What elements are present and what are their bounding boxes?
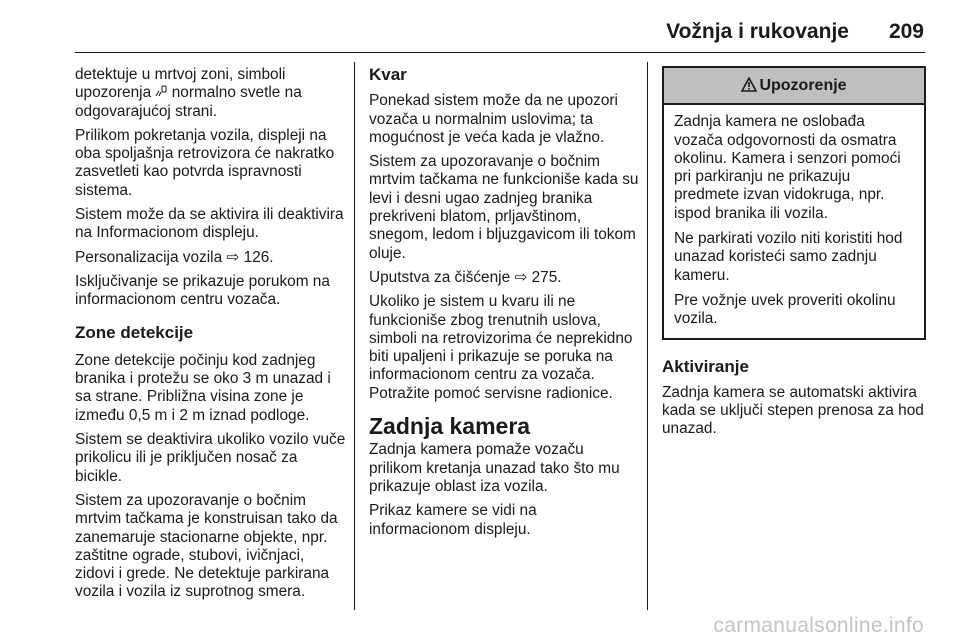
section-heading: Aktiviranje [662,356,749,376]
header-rule [75,52,925,53]
page-ref-arrow-icon[interactable]: ⇨ [514,268,528,286]
paragraph: Prilikom pokretanja vozila, displeji na oba spoljašnja retrovizora će nakratko zasvetleti kao potvrda ispravnosti sistema. [75,126,335,199]
paragraph: Prikaz kamere se vidi na informacionom displeju. [369,502,537,538]
paragraph: Personalizacija vozila ⇨ 126. [75,248,274,266]
paragraph: Zadnja kamera pomaže vozaču prilikom kretanja unazad tako što mu prikazuje oblast iza vozila. [369,441,620,495]
column-1 [75,66,347,608]
paragraph: Ne parkirati vozilo niti koristiti hod unazad koristeći samo zadnju kameru. [674,230,903,284]
column-divider-1 [354,62,355,610]
paragraph: Sistem za upozoravanje o bočnim mrtvim tačkama je konstruisan tako da zanemaruje stacionarne objekte, npr. zaštitne ograde, stubovi, ivičnjaci, zidovi i grede. Ne detektuje parkirana vozila i vozila iz suprotnog smera. [75,491,338,601]
warning-body [664,105,924,337]
chapter-heading: Zadnja kamera [369,413,531,440]
paragraph: Uputstva za čišćenje ⇨ 275. [369,268,562,286]
paragraph: Ukoliko je sistem u kvaru ili ne funkcioniše zbog trenutnih uslova, simboli na retrovizorima će neprekidno biti upaljeni i prikazuje se poruka na informacionom centru za vozača. Potražite pomoć servisne radionice. [369,293,633,402]
warning-box [662,66,926,340]
section-heading: Kvar [369,65,407,84]
paragraph: Zadnja kamera ne oslobađa vozača odgovornosti da osmatra okolinu. Kamera i senzori pomoći pri parkiranju ne prikazuju predmete izvan vidokruga, npr. ispod branika ili vozila. [674,113,901,222]
paragraph: Sistem za upozoravanje o bočnim mrtvim tačkama ne funkcioniše kada su levi i desni ugao zadnjeg branika prekriveni blatom, prljavštinom, snegom, ledom i bljuzgavicom ili tokom oluje. [369,153,639,262]
blind-spot-icon [155,85,167,97]
column-3 [662,66,926,445]
paragraph: Ponekad sistem može da ne upozori vozača u normalnim uslovima; ta mogućnost je veća kada je vlažno. [369,92,618,146]
warning-triangle-icon [741,77,757,92]
paragraph: Isključivanje se prikazuje porukom na informacionom centru vozača. [75,272,330,309]
column-divider-2 [647,62,648,610]
page-ref-arrow-icon[interactable]: ⇨ [226,248,240,266]
warning-title: Upozorenje [664,68,924,105]
page-header [666,20,924,44]
column-2 [369,66,639,545]
paragraph: Zone detekcije počinju kod zadnjeg branika i protežu se oko 3 m unazad i sa strane. Približna visina zone je između 0,5 m i 2 m iznad podloge. [75,351,331,424]
section-heading: Zone detekcije [75,322,194,342]
paragraph: detektuje u mrtvoj zoni, simboli upozorenja normalno svetle na odgovarajućoj strani. [75,66,302,120]
paragraph: Sistem se deaktivira ukoliko vozilo vuče prikolicu ili je priključen nosač za bicikle. [75,431,346,485]
paragraph: Pre vožnje uvek proveriti okolinu vozila. [674,291,896,328]
paragraph: Sistem može da se aktivira ili deaktivira na Informacionom displeju. [75,206,344,242]
page-title: Vožnja i rukovanje [666,20,849,43]
watermark: carmanualsonline.info [713,614,924,637]
paragraph: Zadnja kamera se automatski aktivira kada se uključi stepen prenosa za hod unazad. [662,383,924,438]
page-number: 209 [888,20,924,43]
